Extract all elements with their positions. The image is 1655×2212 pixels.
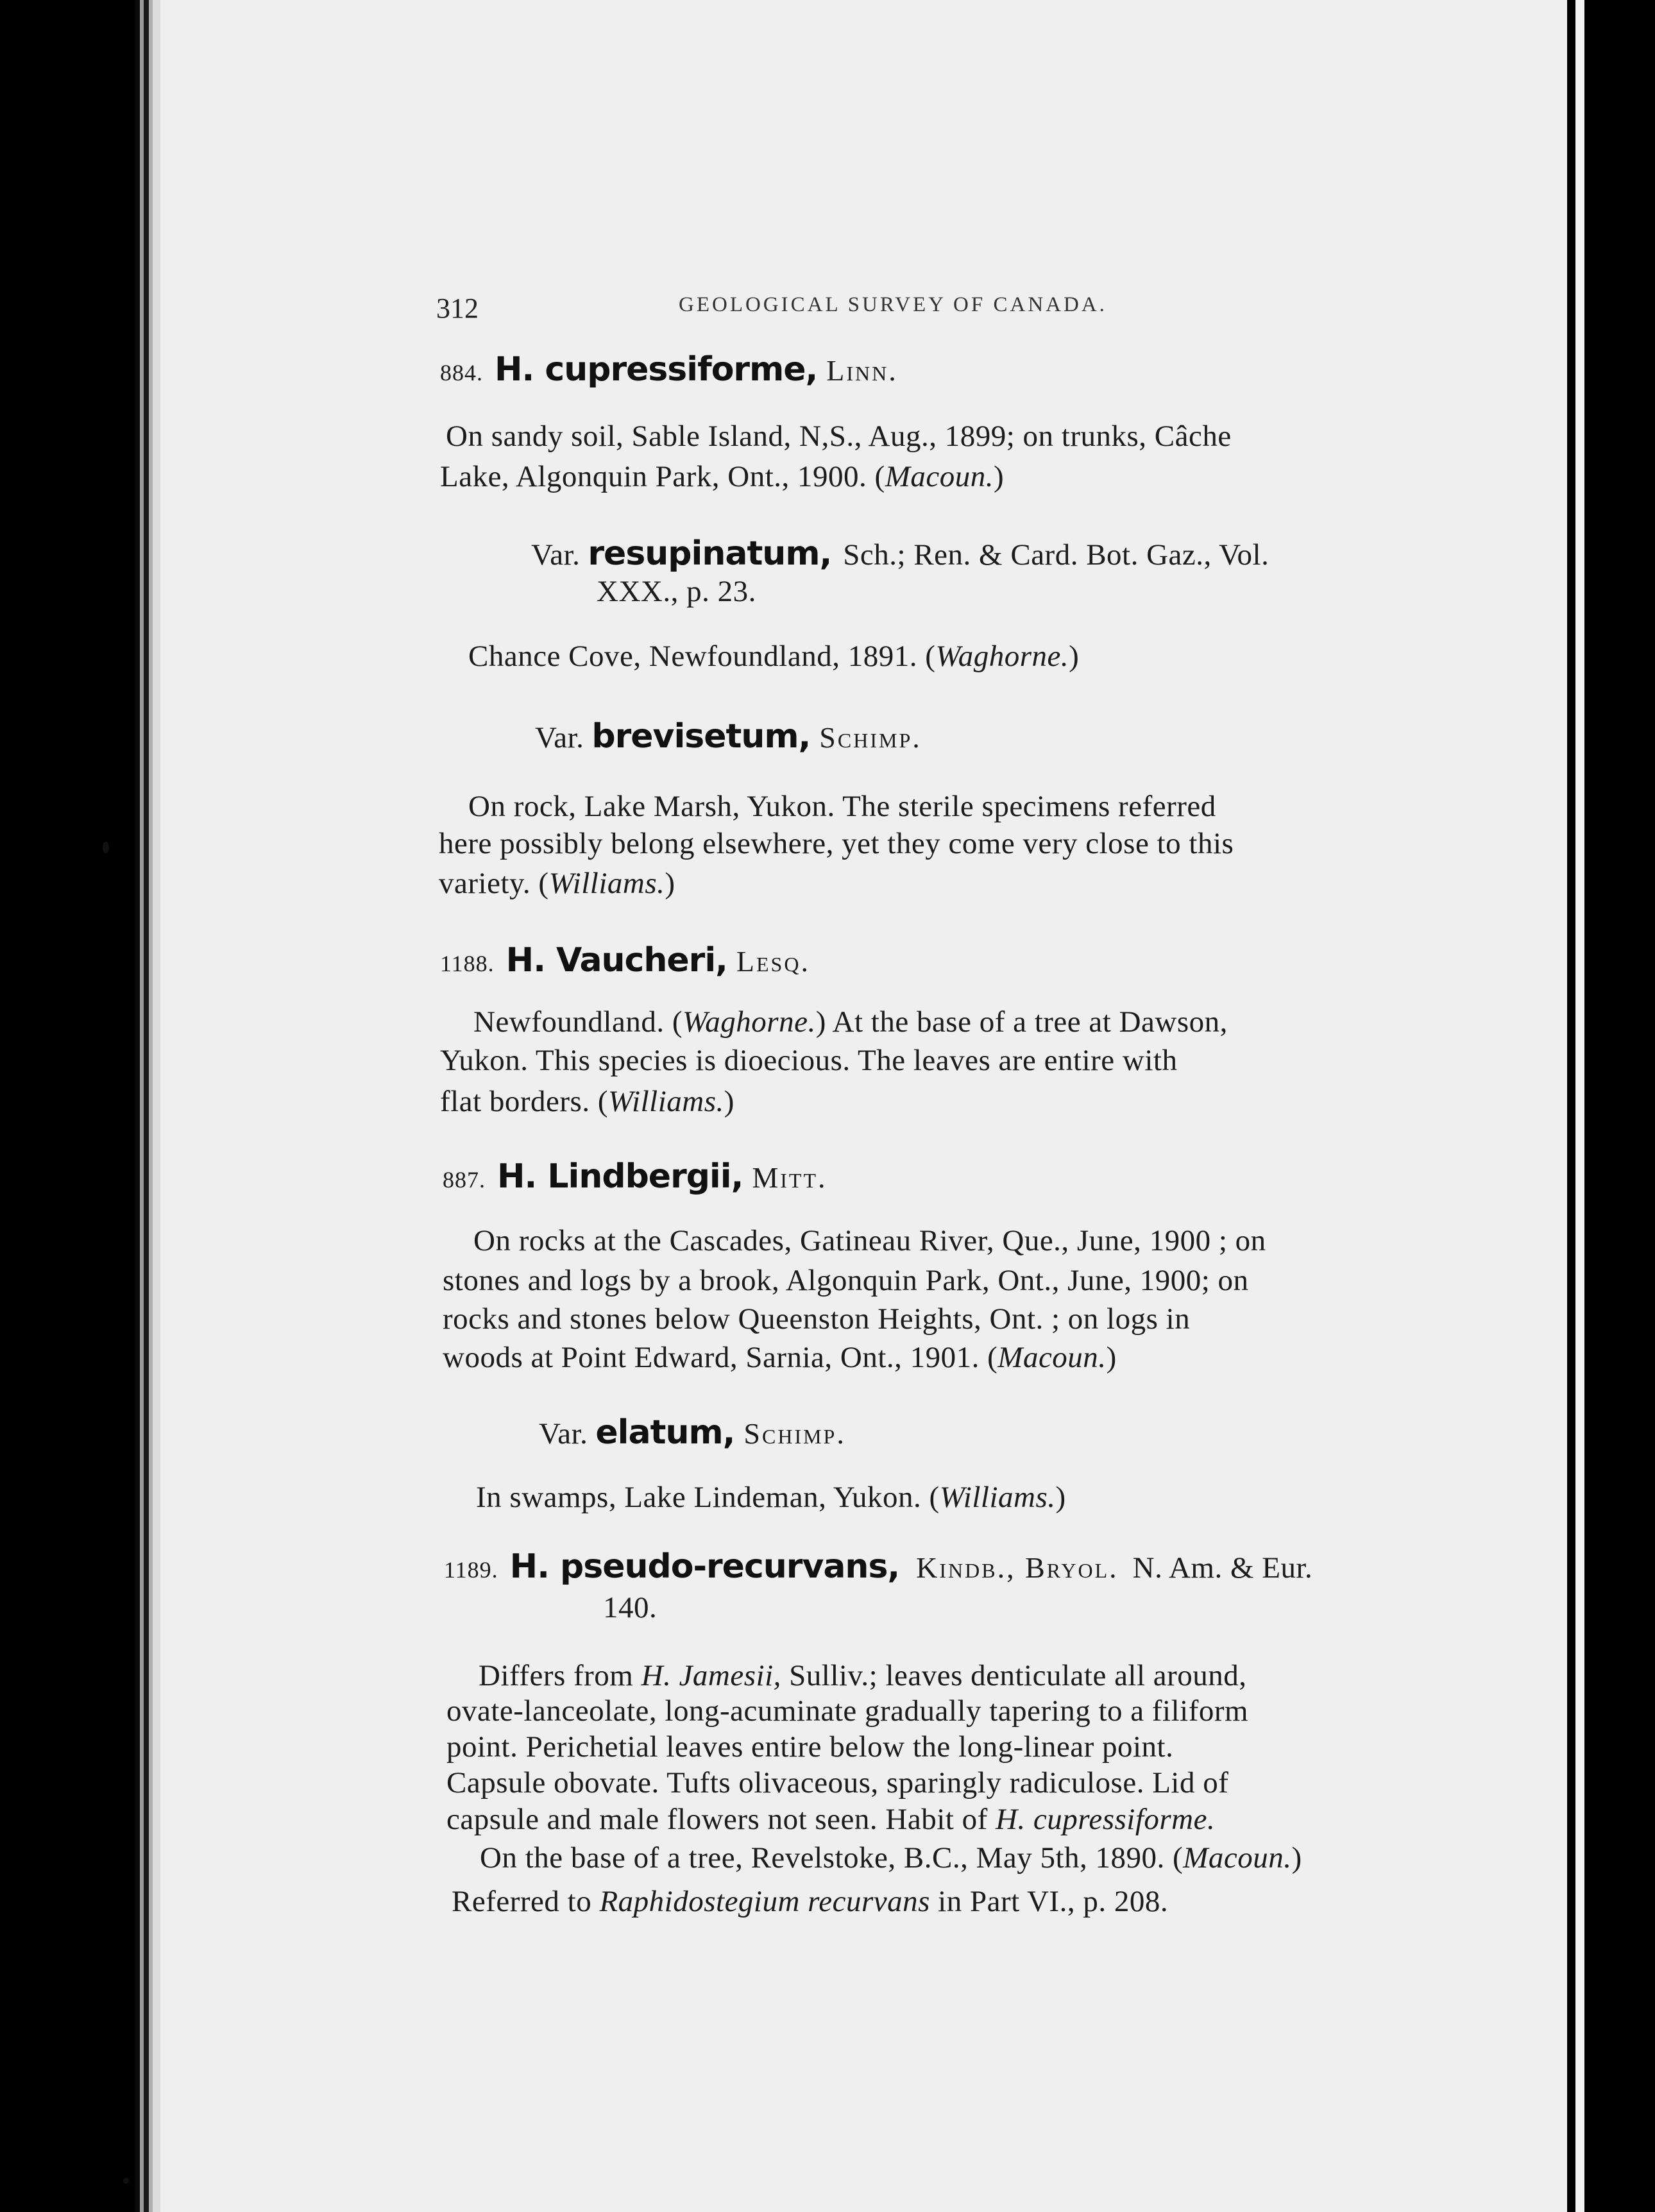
paragraph-line xyxy=(473,1003,1228,1041)
scan-speck xyxy=(123,2178,129,2184)
text-run: Chance Cove, Newfoundland, 1891. ( xyxy=(468,640,936,673)
species-name: H. Vaucheri, xyxy=(505,941,727,980)
variety-name: resupinatum, xyxy=(588,534,832,573)
paragraph-line: rocks and stones below Queenston Heights, Ont. ; on logs in xyxy=(443,1302,1191,1336)
variety-prefix: Var. xyxy=(531,538,581,572)
text-run: ) xyxy=(665,867,675,900)
variety-prefix: Var. xyxy=(535,721,584,754)
paragraph-line xyxy=(476,1478,1066,1517)
paragraph-line xyxy=(446,1800,1215,1839)
running-head: GEOLOGICAL SURVEY OF CANADA. xyxy=(679,293,1107,316)
paragraph-line xyxy=(479,1656,1247,1695)
paragraph-line: 140. xyxy=(603,1591,658,1624)
text-run: Newfoundland. ( xyxy=(473,1005,683,1039)
publication-reference: N. Am. & Eur. xyxy=(1132,1551,1313,1585)
species-author: Kindb., Bryol. xyxy=(916,1551,1119,1584)
paragraph-line: On rock, Lake Marsh, Yukon. The sterile specimens referred xyxy=(468,790,1216,823)
species-author: Lesq. xyxy=(736,945,810,978)
paragraph-line xyxy=(452,1882,1168,1921)
text-run: On the base of a tree, Revelstoke, B.C., May 5th, 1890. ( xyxy=(480,1841,1184,1875)
species-heading-1189 xyxy=(444,1547,1312,1586)
collector-name: Williams. xyxy=(607,1085,724,1118)
left-binding-edge xyxy=(0,0,146,2212)
paragraph-line: Yukon. This species is dioecious. The leaves are entire with xyxy=(440,1044,1178,1077)
paragraph-line xyxy=(439,864,675,903)
taxon-name: H. cupressiforme. xyxy=(995,1803,1216,1836)
text-run: ) xyxy=(1069,640,1080,673)
text-run: flat borders. ( xyxy=(440,1085,608,1118)
species-author: Mitt. xyxy=(752,1161,828,1194)
paragraph-line: ovate-lanceolate, long-acuminate gradually tapering to a filiform xyxy=(446,1694,1249,1728)
text-run: ) xyxy=(1106,1341,1117,1374)
text-run: ) xyxy=(1055,1481,1066,1514)
scan-speck xyxy=(103,842,109,853)
paragraph-line: stones and logs by a brook, Algonquin Park, Ont., June, 1900; on xyxy=(443,1264,1249,1297)
paragraph-line xyxy=(480,1839,1302,1877)
species-number: 884. xyxy=(440,360,483,386)
variety-author-reference: Sch.; Ren. & Card. Bot. Gaz., Vol. xyxy=(843,538,1269,572)
page-number: 312 xyxy=(436,293,479,324)
species-number: 1189. xyxy=(444,1557,498,1583)
text-run: Referred to xyxy=(452,1885,600,1918)
species-name: H. cupressiforme, xyxy=(495,350,818,389)
variety-heading-elatum xyxy=(539,1413,846,1452)
paragraph-line: Capsule obovate. Tufts olivaceous, sparingly radiculose. Lid of xyxy=(446,1766,1229,1799)
paragraph-line: On rocks at the Cascades, Gatineau River, Que., June, 1900 ; on xyxy=(473,1224,1266,1257)
text-run: variety. ( xyxy=(439,867,549,900)
text-run: Sulliv.; leaves denticulate all around, xyxy=(781,1659,1247,1692)
species-author: Linn. xyxy=(826,354,898,387)
species-name: H. pseudo-recurvans, xyxy=(509,1547,900,1586)
collector-name: Macoun. xyxy=(885,460,994,493)
species-heading-884 xyxy=(440,350,898,389)
text-run: Differs from xyxy=(479,1659,641,1692)
species-number: 887. xyxy=(443,1167,486,1193)
variety-heading-resupinatum xyxy=(531,534,1269,573)
text-run: Lake, Algonquin Park, Ont., 1900. ( xyxy=(440,460,885,493)
text-run: ) At the base of a tree at Dawson, xyxy=(815,1005,1228,1039)
collector-name: Williams. xyxy=(548,867,665,900)
collector-name: Macoun. xyxy=(1183,1841,1292,1875)
paragraph-line xyxy=(440,457,1004,496)
text-run: capsule and male flowers not seen. Habit of xyxy=(446,1803,996,1836)
right-page-gap xyxy=(1575,0,1584,2212)
text-run: ) xyxy=(724,1085,734,1118)
variety-name: elatum, xyxy=(595,1413,735,1452)
text-run: ) xyxy=(993,460,1005,493)
variety-author: Schimp. xyxy=(743,1417,846,1450)
species-heading-887 xyxy=(443,1157,828,1196)
paragraph-line: here possibly belong elsewhere, yet they come very close to this xyxy=(439,827,1234,860)
species-heading-1188 xyxy=(440,941,810,980)
collector-name: Macoun. xyxy=(997,1341,1107,1374)
collector-name: Waghorne. xyxy=(682,1005,816,1039)
species-number: 1188. xyxy=(440,951,495,976)
paragraph-line: On sandy soil, Sable Island, N,S., Aug., 1899; on trunks, Câche xyxy=(446,420,1232,453)
variety-prefix: Var. xyxy=(539,1417,588,1451)
paragraph-line xyxy=(468,637,1079,676)
taxon-name: Raphidostegium recurvans xyxy=(599,1885,930,1918)
page-edge-stripes xyxy=(135,0,160,2212)
paragraph-line: XXX., p. 23. xyxy=(597,575,756,608)
variety-name: brevisetum, xyxy=(591,717,811,756)
text-run: woods at Point Edward, Sarnia, Ont., 1901. ( xyxy=(443,1341,998,1374)
collector-name: Waghorne. xyxy=(935,640,1069,673)
species-name: H. Lindbergii, xyxy=(497,1157,743,1196)
text-run: In swamps, Lake Lindeman, Yukon. ( xyxy=(476,1481,940,1514)
collector-name: Williams. xyxy=(939,1481,1056,1514)
variety-author: Schimp. xyxy=(819,721,922,754)
text-run: ) xyxy=(1291,1841,1302,1875)
text-run: in Part VI., p. 208. xyxy=(929,1885,1169,1918)
taxon-name: H. Jamesii, xyxy=(641,1659,781,1692)
page-surface xyxy=(146,0,1567,2212)
paragraph-line xyxy=(443,1338,1117,1377)
paragraph-line: point. Perichetial leaves entire below the long-linear point. xyxy=(446,1730,1174,1764)
variety-heading-brevisetum xyxy=(535,717,922,756)
paragraph-line xyxy=(440,1082,734,1121)
